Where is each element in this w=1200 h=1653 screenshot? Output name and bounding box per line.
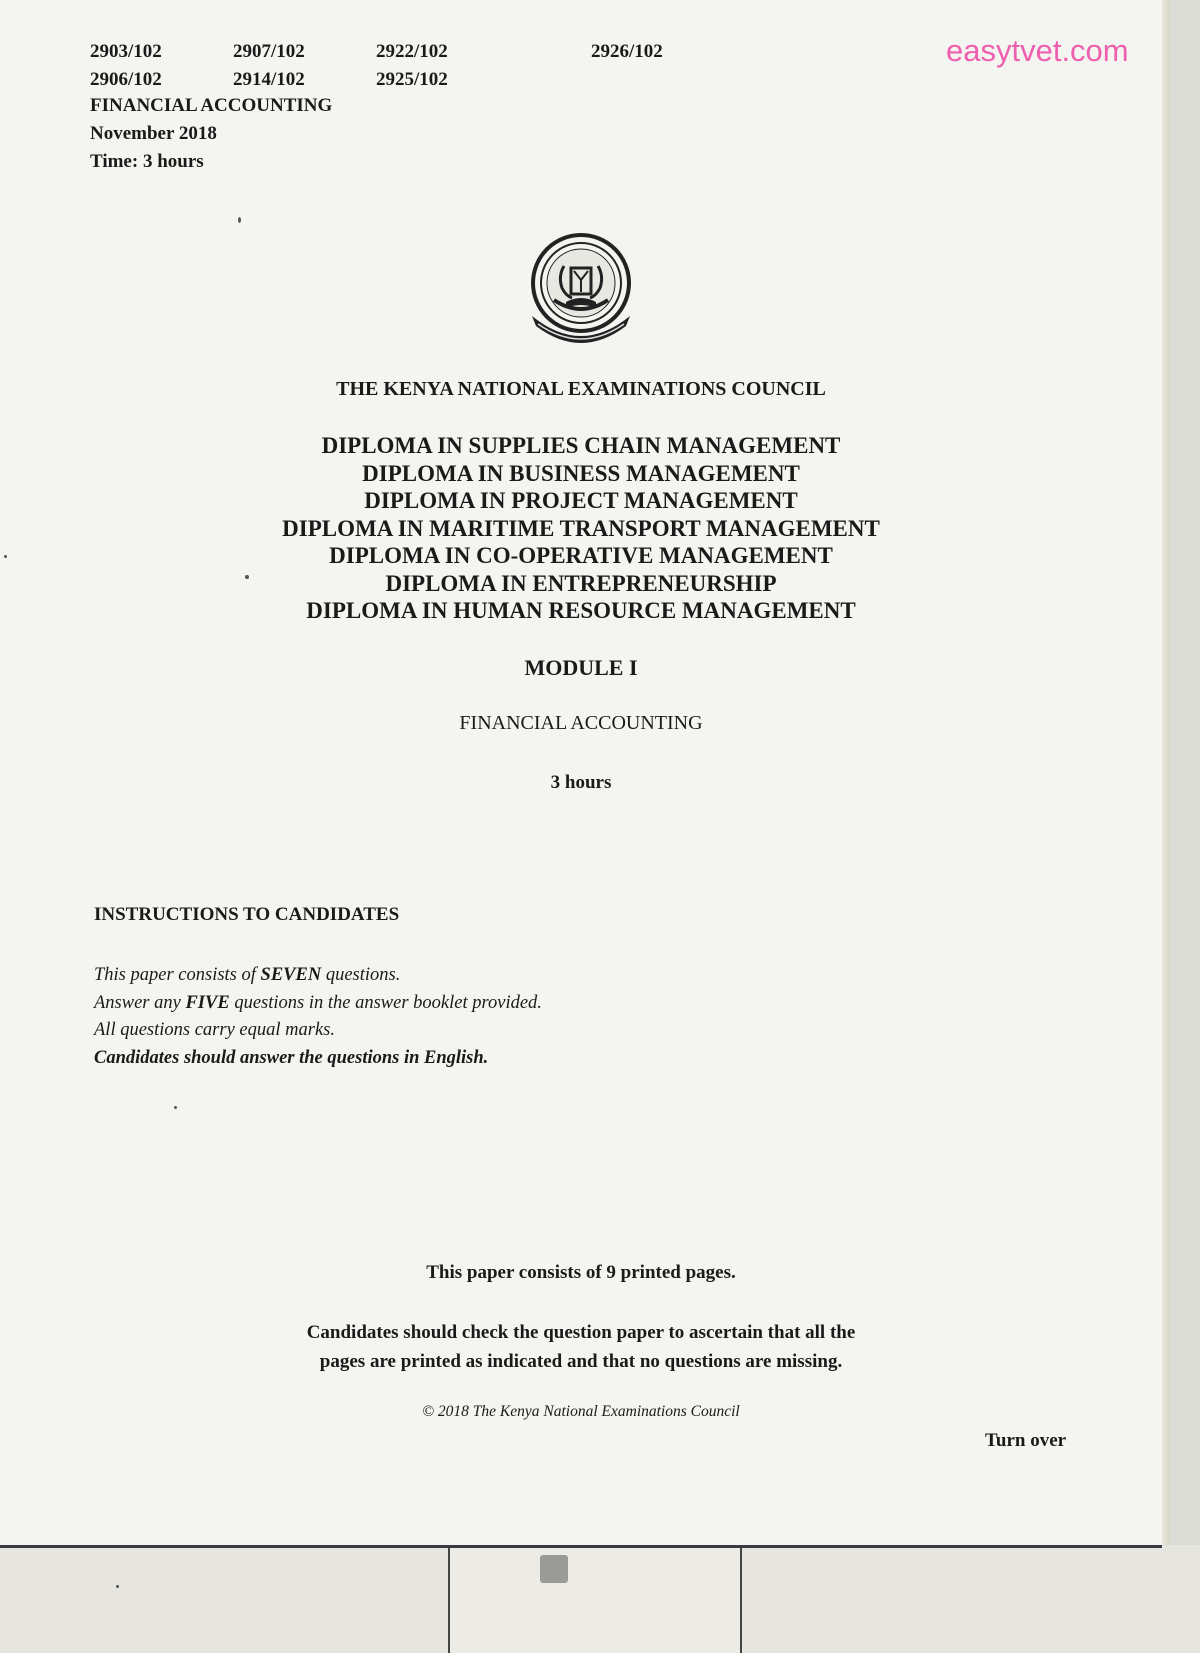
scan-speck	[174, 1106, 177, 1109]
site-watermark[interactable]: easytvet.com	[946, 33, 1129, 68]
instruction-line	[94, 990, 542, 1018]
paper-code: 2925/102	[376, 69, 448, 90]
instruction-line	[94, 962, 542, 990]
paper-code: 2926/102	[591, 41, 663, 62]
instruction-text: This paper consists of	[94, 965, 261, 985]
instruction-text: Answer any	[94, 992, 186, 1013]
paper-codes	[90, 38, 734, 94]
paper-code: 2906/102	[90, 69, 162, 90]
instruction-text: questions in the answer booklet provided.	[229, 992, 542, 1013]
scan-speck	[4, 555, 7, 558]
scanner-tab	[448, 1548, 742, 1653]
check-pages-note	[0, 1318, 1162, 1376]
instructions-heading: INSTRUCTIONS TO CANDIDATES	[94, 904, 400, 925]
page-count-note: This paper consists of 9 printed pages.	[426, 1262, 736, 1283]
paper-codes-row	[90, 38, 734, 66]
paper-header	[90, 92, 332, 176]
diploma-title: DIPLOMA IN BUSINESS MANAGEMENT	[362, 460, 800, 486]
diploma-title: DIPLOMA IN CO-OPERATIVE MANAGEMENT	[329, 543, 833, 568]
instruction-line: All questions carry equal marks.	[94, 1020, 335, 1040]
header-date: November 2018	[90, 123, 217, 144]
diploma-title: DIPLOMA IN PROJECT MANAGEMENT	[364, 488, 798, 513]
copyright-notice: © 2018 The Kenya National Examinations Council	[422, 1403, 740, 1420]
paper-code: 2907/102	[233, 41, 305, 62]
paper-codes-row	[90, 66, 734, 94]
scan-speck	[245, 575, 249, 579]
diploma-title: DIPLOMA IN SUPPLIES CHAIN MANAGEMENT	[321, 433, 841, 458]
paper-code: 2914/102	[233, 69, 305, 90]
instruction-emphasis: FIVE	[185, 992, 230, 1013]
check-pages-line: pages are printed as indicated and that no questions are missing.	[319, 1351, 843, 1372]
page-edge	[1162, 0, 1170, 1545]
instruction-text: questions.	[321, 965, 401, 985]
instructions-list	[94, 962, 542, 1072]
paper-code: 2903/102	[90, 41, 162, 62]
header-time: Time: 3 hours	[90, 151, 204, 172]
diploma-list	[0, 432, 1162, 625]
diploma-title: DIPLOMA IN HUMAN RESOURCE MANAGEMENT	[306, 598, 856, 623]
scan-speck	[238, 217, 241, 223]
instruction-line	[94, 1045, 542, 1073]
diploma-title: DIPLOMA IN MARITIME TRANSPORT MANAGEMENT	[282, 515, 880, 541]
instruction-emphasis: SEVEN	[260, 965, 322, 985]
module-title: MODULE I	[524, 655, 638, 680]
check-pages-line: Candidates should check the question paper to ascertain that all the	[306, 1322, 856, 1343]
paper-code: 2922/102	[376, 41, 448, 62]
coat-of-arms-icon	[524, 228, 638, 358]
instruction-emphasis: Candidates should answer the questions in English.	[94, 1047, 489, 1068]
scanner-tab-icon	[540, 1555, 568, 1583]
exam-duration: 3 hours	[550, 772, 612, 793]
council-name: THE KENYA NATIONAL EXAMINATIONS COUNCIL	[336, 378, 826, 400]
subject-title: FINANCIAL ACCOUNTING	[459, 712, 703, 734]
diploma-title: DIPLOMA IN ENTREPRENEURSHIP	[385, 570, 777, 596]
header-subject: FINANCIAL ACCOUNTING	[90, 95, 333, 116]
turn-over-label: Turn over	[985, 1430, 1067, 1451]
scan-speck	[116, 1585, 119, 1588]
